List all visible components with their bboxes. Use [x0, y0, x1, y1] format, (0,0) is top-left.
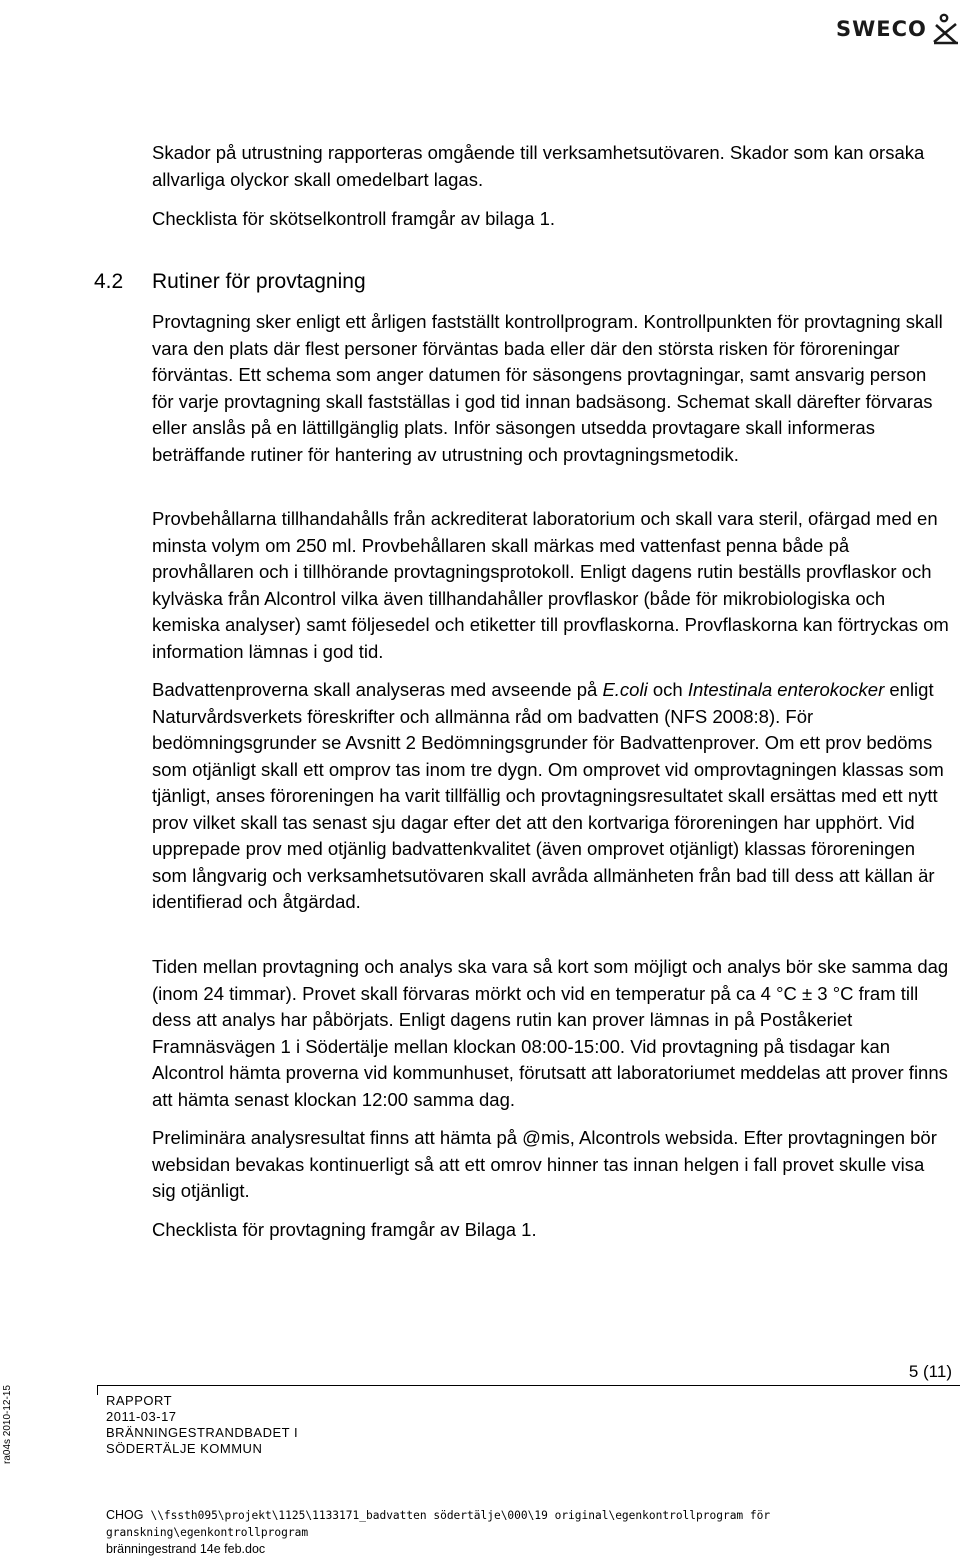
paragraph-damage-reporting	[152, 140, 952, 193]
template-id: ra04s 2010-12-15	[2, 1385, 13, 1464]
section-heading	[94, 268, 366, 296]
paragraph-text: Tiden mellan provtagning och analys ska vara så kort som möjligt och analys bör ske samma dag (inom 24 timmar). Provet skall förvaras mörkt och vid en temperatur på ca 4 °C ± 3 °C fram till dess att analys har påbörjats. Enligt dagens rutin kan prover lämnas in på Poståkeriet Framnäsvägen 1 i Södertälje mellan klockan 08:00-15:00. Vid provtagning på tisdagar kan Alcontrol hämta proverna vid kommunhuset, förutsatt att laboratoriumet meddelas att prover finns att hämta senast klockan 12:00 samma dag.	[152, 956, 949, 1110]
section-number: 4.2	[94, 270, 124, 293]
paragraph-text: Preliminära analysresultat finns att hämta på @mis, Alcontrols websida. Efter provtagningen bör websidan bevakas kontinuerligt så att ett omrov hinner tas innan helgen i fall provet skulle visa sig otjänligt.	[152, 1127, 937, 1201]
footer-divider	[97, 1385, 960, 1386]
paragraph-text: Checklista för skötselkontroll framgår av bilaga 1.	[152, 208, 556, 229]
paragraph-text	[152, 677, 952, 916]
author-code: CHOG	[106, 1508, 144, 1522]
paragraph-text: Provtagning sker enligt ett årligen fastställt kontrollprogram. Kontrollpunkten för provtagning skall vara den plats där flest personer förväntas bada eller där den största risken för föroreningar förväntas. Ett schema som anger datumen för säsongens provtagningar, samt ansvarig person för varje provtagning skall fastställas i god tid innan badsäsong. Schemat skall därefter förvaras eller anslås på en lättillgänglig plats. Inför säsongen utsedda provtagare skall informeras beträffande rutiner för hantering av utrustning och provtagningsmetodik.	[152, 311, 943, 465]
species-ecoli: E.coli	[602, 679, 648, 700]
paragraph-sampling-schedule	[152, 309, 952, 468]
section-title: Rutiner för provtagning	[152, 270, 366, 293]
text-run: Badvattenproverna skall analyseras med avseende på	[152, 679, 603, 700]
paragraph-maintenance-checklist	[152, 206, 952, 233]
doc-date: 2011-03-17	[106, 1409, 177, 1424]
sweco-logo	[836, 12, 960, 46]
paragraph-text: Skador på utrustning rapporteras omgående till verksamhetsutövaren. Skador som kan orsaka allvarliga olyckor skall omedelbart lagas.	[152, 142, 925, 190]
text-run: och	[647, 679, 688, 700]
file-name: bränningestrand 14e feb.doc	[106, 1542, 266, 1556]
footer-doc-info	[106, 1393, 298, 1457]
page-number: 5 (11)	[908, 1362, 952, 1381]
paragraph-text: Provbehållarna tillhandahålls från ackrediterat laboratorium och skall vara steril, ofärgad med en minsta volym om 250 ml. Provbehållaren skall märkas med vattenfast penna både på provhållaren och i tillhörande provtagningsprotokoll. Enligt dagens rutin beställs provflaskor och kylväska från Alcontrol vilka även tillhandahåller provflaskor (både för mikrobiologiska och kemiska analyser) samt följesedel och etiketter till provflaskorna. Provflaskorna kan förtryckas om information lämnas i god tid.	[152, 508, 949, 662]
species-enterococci: Intestinala enterokocker	[687, 679, 885, 700]
logo-text: SWECO	[836, 17, 927, 41]
doc-client: SÖDERTÄLJE KOMMUN	[106, 1441, 263, 1456]
paragraph-sampling-checklist	[152, 1217, 952, 1244]
file-path: \\fssth095\projekt\1125\1133171_badvatten södertälje\000\19 original\egenkontrollprogram för granskning\egenkontrollprogram	[106, 1509, 771, 1539]
doc-type: RAPPORT	[106, 1393, 173, 1408]
paragraph-text: Checklista för provtagning framgår av Bilaga 1.	[152, 1219, 537, 1240]
sweco-mark-icon	[932, 12, 960, 46]
doc-project: BRÄNNINGESTRANDBADET I	[106, 1425, 299, 1440]
paragraph-preliminary-results	[152, 1125, 952, 1205]
footer-divider-tick	[97, 1385, 98, 1395]
text-run: enligt Naturvårdsverkets föreskrifter och allmänna råd om badvatten (NFS 2008:8). För bedömningsgrunder se Avsnitt 2 Bedömningsgrunder för Badvattenprover. Om ett prov bedöms som otjänligt skall ett omprov tas inom tre dygn. Om omprovet vid omprovtagningen klassas som tjänligt, anses föroreningen ha varit tillfällig och provtagningsresultatet skall ersättas med ett nytt prov vilket skall tas senast sju dagar efter det att den kortvariga föroreningen har upphört. Vid upprepade prov med otjänlig badvattenkvalitet (även omprovet otjänligt) klassas föroreningen som långvarig och verksamhetsutövaren skall avråda allmänheten från bad till dess att källan är identifierad och åtgärdad.	[152, 679, 944, 912]
paragraph-transport-time	[152, 954, 952, 1113]
footer-file-path	[106, 1507, 956, 1557]
paragraph-analysis	[152, 677, 952, 916]
paragraph-sample-containers	[152, 506, 952, 665]
